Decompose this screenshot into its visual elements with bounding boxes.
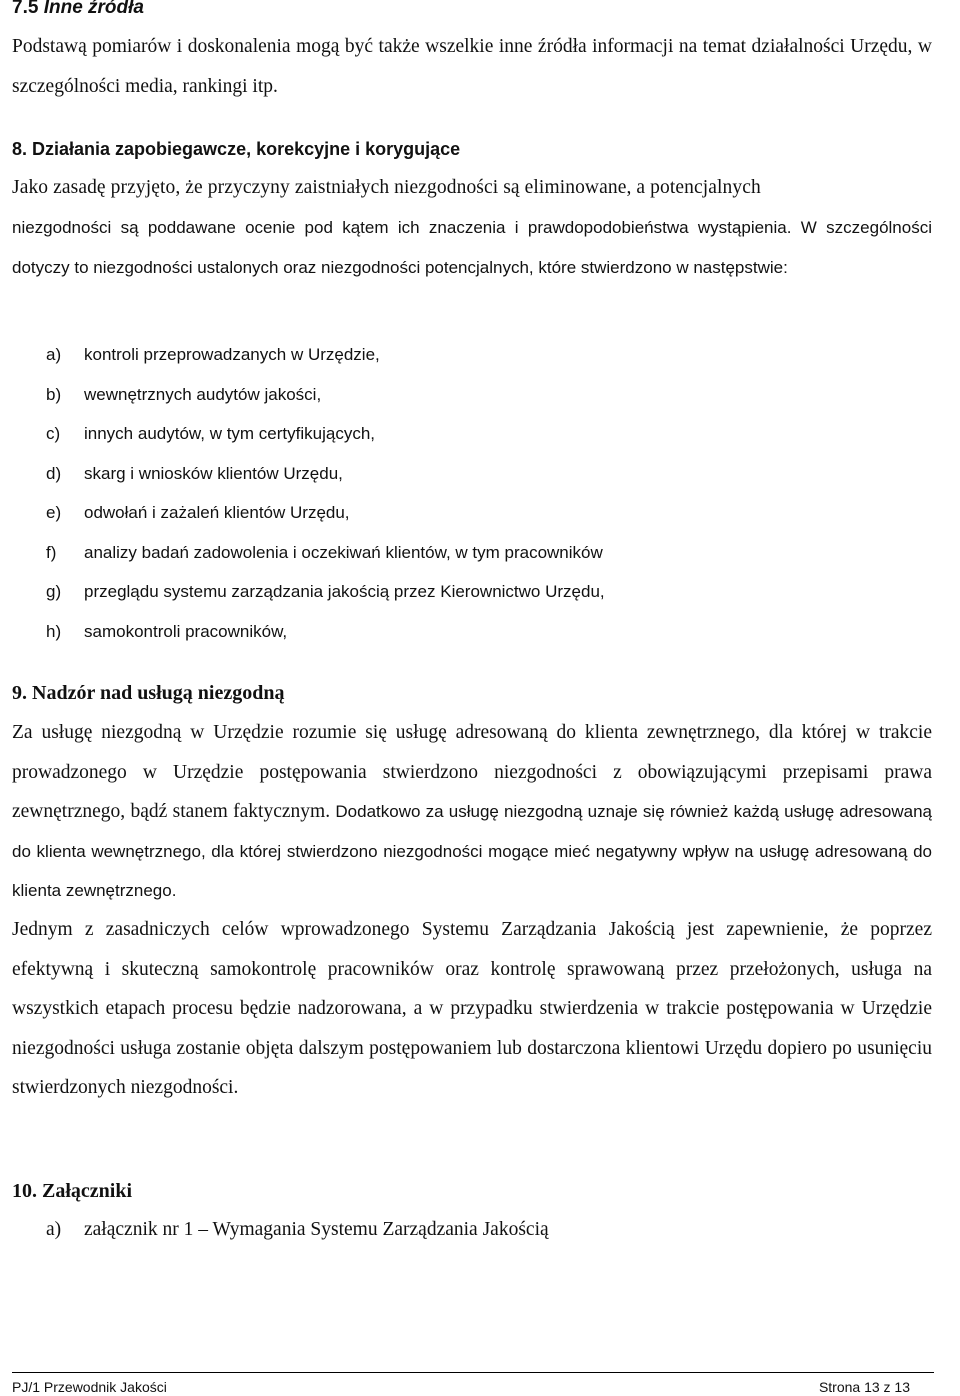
list-item-text: odwołań i zażaleń klientów Urzędu, xyxy=(84,503,350,522)
section-8-heading: 8. Działania zapobiegawcze, korekcyjne i korygujące xyxy=(12,139,461,159)
list-item xyxy=(12,612,932,652)
list-item xyxy=(12,414,932,454)
section-title: Inne źródła xyxy=(43,0,144,18)
footer-page-number: Strona 13 z 13 xyxy=(818,1379,910,1395)
list-item xyxy=(12,493,932,533)
list-item-text: załącznik nr 1 – Wymagania Systemu Zarządzania Jakością xyxy=(84,1219,549,1240)
page-footer xyxy=(12,1378,910,1396)
list-item-text: skarg i wniosków klientów Urzędu, xyxy=(84,463,343,483)
list-marker: b) xyxy=(46,384,62,404)
section-9-paragraph-1 xyxy=(12,713,932,911)
footer-rule xyxy=(12,1372,934,1373)
list-item xyxy=(12,454,932,494)
list-item-text: wewnętrznych audytów jakości, xyxy=(84,384,322,404)
list-item xyxy=(12,375,932,415)
list-marker: h) xyxy=(46,621,62,641)
section-10-heading: 10. Załączniki xyxy=(12,1180,133,1202)
list-item-text: samokontroli pracowników, xyxy=(84,621,288,641)
list-marker: e) xyxy=(46,503,62,522)
section-9-heading: 9. Nadzór nad usługą niezgodną xyxy=(12,682,285,704)
list-item-text: przeglądu systemu zarządzania jakością przez Kierownictwo Urzędu, xyxy=(84,582,605,601)
list-item xyxy=(12,533,932,573)
section-8-paragraph-line1: Jako zasadę przyjęto, że przyczyny zaistniałych niezgodności są eliminowane, a potencjalnych xyxy=(12,177,761,198)
list-item-text: kontroli przeprowadzanych w Urzędzie, xyxy=(84,345,380,364)
list-marker: f) xyxy=(46,542,57,562)
section-8-paragraph: niezgodności są poddawane ocenie pod kątem ich znaczenia i prawdopodobieństwa wystąpienia. W szczególności dotyczy to niezgodności ustalonych oraz niezgodności potencjalnych, które stwierdzono w następstwie: xyxy=(12,218,932,277)
section-7-5-heading xyxy=(12,0,932,20)
list-marker: d) xyxy=(46,463,62,483)
list-item-text: analizy badań zadowolenia i oczekiwań klientów, w tym pracowników xyxy=(84,542,603,562)
list-item xyxy=(12,572,932,612)
list-item-text: innych audytów, w tym certyfikujących, xyxy=(84,424,376,443)
paragraph-part-sans: Dodatkowo za usługę niezgodną uznaje się również każdą usługę adresowaną do klienta wewnętrznego, dla której stwierdzono niezgodności mogące mieć negatywny wpływ na usługę adresowaną do klienta zewnętrznego. xyxy=(12,802,932,900)
list-marker: c) xyxy=(46,424,61,443)
paragraph-part-serif: Za usługę niezgodną w Urzędzie rozumie się usługę adresowaną do klienta zewnętrznego, dla której w trakcie prowadzonego w Urzędzie postępowania stwierdzono niezgodności z obowiązującymi przepisami prawa zewnętrznego, bądź stanem faktycznym. xyxy=(12,722,932,822)
section-number: 7.5 xyxy=(12,0,44,18)
footer-document-name: PJ/1 Przewodnik Jakości xyxy=(12,1379,167,1395)
section-8-list xyxy=(12,335,932,651)
list-item xyxy=(12,1210,932,1250)
list-item xyxy=(12,335,932,375)
section-9-paragraph-2: Jednym z zasadniczych celów wprowadzonego Systemu Zarządzania Jakością jest zapewnienie, że poprzez efektywną i skuteczną samokontrolę pracowników oraz kontrolę sprawowaną przez przełożonych, usługa na wszystkich etapach procesu będzie nadzorowana, a w przypadku stwierdzenia w trakcie postępowania w Urzędzie niezgodności usługa zostanie objęta dalszym postępowaniem lub dostarczona klientowi Urzędu dopiero po usunięciu stwierdzonych niezgodności. xyxy=(12,919,932,1098)
list-marker: g) xyxy=(46,582,62,601)
list-marker: a) xyxy=(46,1219,62,1240)
section-10-list xyxy=(12,1210,932,1250)
list-marker: a) xyxy=(46,345,62,364)
section-7-5-paragraph: Podstawą pomiarów i doskonalenia mogą być także wszelkie inne źródła informacji na temat działalności Urzędu, w szczególności media, rankingi itp. xyxy=(12,36,932,97)
